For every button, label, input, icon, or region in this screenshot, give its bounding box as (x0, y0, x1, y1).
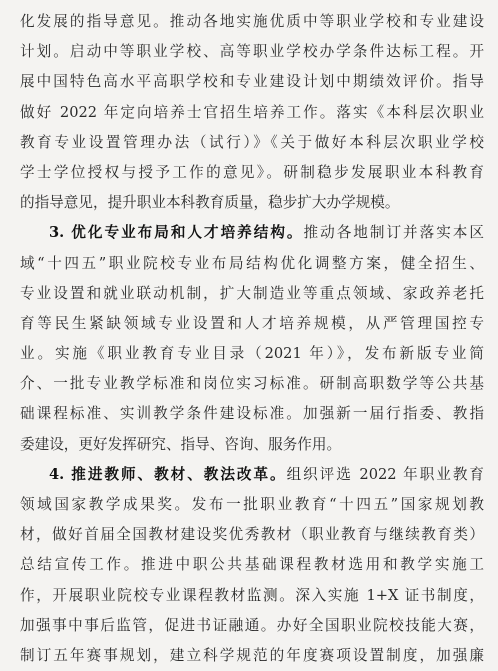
text-line (20, 430, 484, 460)
text-line (20, 158, 484, 188)
text-line (20, 128, 484, 158)
section-heading: 4. 推进教师、教材、教法改革。 (49, 465, 287, 483)
line-text: 领域国家教学成果奖。发布一批职业教育“十四五”国家规划教 (20, 496, 484, 513)
text-line (20, 7, 484, 37)
text-line (20, 520, 484, 550)
line-text: 计划。启动中等职业学校、高等职业学校办学条件达标工程。开 (20, 43, 484, 61)
text-line (20, 188, 484, 218)
line-text: 业。实施《职业教育专业目录（2021 年）》，发布新版专业简 (20, 345, 484, 363)
line-text: 总结宣传工作。推进中职公共基础课程教材选用和教学实施工 (20, 556, 484, 574)
text-line (20, 460, 484, 490)
line-text: 材，做好首届全国教材建设奖优秀教材（职业教育与继续教育类） (20, 526, 484, 544)
line-text: 础课程标准、实训教学条件建设标准。加强新一届行指委、教指 (20, 405, 484, 423)
line-text: 加强事中事后监管，促进书证融通。办好全国职业院校技能大赛， (20, 616, 484, 634)
line-text: 委建设，更好发挥研究、指导、咨询、服务作用。 (20, 435, 342, 453)
line-text: 展中国特色高水平高职学校和专业建设计划中期绩效评价。指导 (20, 73, 484, 91)
line-text: 的指导意见，提升职业本科教育质量，稳步扩大办学规模。 (20, 194, 400, 212)
text-line (20, 98, 484, 128)
line-text: 制订五年赛事规划，建立科学规范的年度赛项设置制度，加强廉 (20, 646, 484, 664)
line-text: 学士学位授权与授予工作的意见》。研制稳步发展职业本科教育 (20, 163, 484, 181)
text-line (20, 218, 484, 248)
line-text: 专业设置和就业联动机制，扩大制造业等重点领域、家政养老托 (20, 284, 484, 302)
line-text: 育等民生紧缺领域专业设置和人才培养规模，从严管理国控专 (20, 314, 484, 332)
text-line (20, 339, 484, 369)
text-line (20, 369, 484, 399)
line-text: 推动各地制订并落实本区 (303, 224, 484, 242)
line-text: 化发展的指导意见。推动各地实施优质中等职业学校和专业建设 (20, 13, 484, 30)
line-text: 作，开展职业院校专业课程教材监测。深入实施 1+X 证书制度， (20, 586, 484, 604)
text-line (20, 67, 484, 97)
line-text: 做好 2022 年定向培养士官招生培养工作。落实《本科层次职业 (20, 103, 484, 121)
text-line (20, 490, 484, 520)
line-text: 组织评选 2022 年职业教育 (286, 465, 484, 483)
text-line (20, 581, 484, 611)
text-line (20, 399, 484, 429)
text-line (20, 309, 484, 339)
line-text: 介、一批专业教学标准和岗位实习标准。研制高职数学等公共基 (20, 375, 484, 393)
text-line (20, 550, 484, 580)
section-heading: 3. 优化专业布局和人才培养结构。 (49, 224, 304, 242)
line-text: 域“十四五”职业院校专业布局结构优化调整方案，健全招生、 (20, 254, 484, 272)
text-line (20, 37, 484, 67)
line-text: 教育专业设置管理办法（试行）》《关于做好本科层次职业学校 (20, 133, 484, 151)
text-line (20, 249, 484, 279)
text-line (20, 611, 484, 641)
text-line (20, 279, 484, 309)
text-line (20, 641, 484, 671)
